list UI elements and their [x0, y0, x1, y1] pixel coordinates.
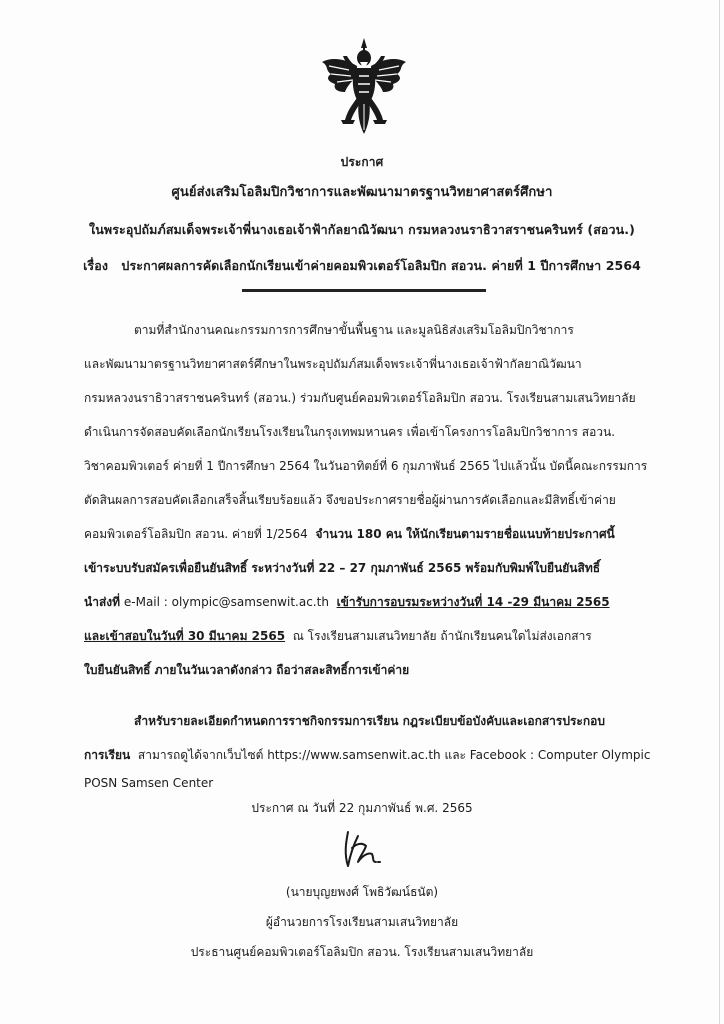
- p1-line-10-normal: ณ โรงเรียนสามเสนวิทยาลัย ถ้านักเรียนคนใดไม่ส่งเอกสาร: [292, 629, 592, 643]
- p1-line-11: ใบยืนยันสิทธิ์ ภายในวันเวลาดังกล่าว ถือว่าสละสิทธิ์การเข้าค่าย: [84, 663, 410, 677]
- signer-name: (นายบุญยพงศ์ โพธิวัฒน์ธนัต): [285, 885, 439, 899]
- p2-line-2: [84, 746, 650, 765]
- subject-line: [0, 256, 724, 276]
- p1-line-9: [84, 593, 610, 612]
- p2-line-2-bold: การเรียน: [84, 748, 131, 762]
- p1-line-9-bold: นำส่งที่: [84, 595, 121, 609]
- handwritten-signature: [336, 826, 386, 874]
- p1-line-1: ตามที่สำนักงานคณะกรรมการการศึกษาขั้นพื้นฐาน และมูลนิธิส่งเสริมโอลิมปิกวิชาการ: [134, 323, 574, 337]
- garuda-emblem-icon: [319, 36, 409, 136]
- p2-line-1: สำหรับรายละเอียดกำหนดการราชกิจกรรมการเรียน กฎระเบียบข้อบังคับและเอกสารประกอบ: [134, 714, 605, 728]
- signer-title-2: ประธานศูนย์คอมพิวเตอร์โอลิมปิก สอวน. โรงเรียนสามเสนวิทยาลัย: [190, 945, 534, 959]
- p1-line-6: ตัดสินผลการสอบคัดเลือกเสร็จสิ้นเรียบร้อยแล้ว จึงขอประกาศรายชื่อผู้ผ่านการคัดเลือกและมีสิทธิ์เข้าค่าย: [84, 493, 616, 507]
- signer-title-1: ผู้อำนวยการโรงเรียนสามเสนวิทยาลัย: [265, 915, 459, 929]
- p2-line-3: POSN Samsen Center: [84, 776, 214, 790]
- p1-line-7-normal: คอมพิวเตอร์โอลิมปิก สอวน. ค่ายที่ 1/2564: [84, 527, 308, 541]
- subject-label: เรื่อง: [83, 258, 109, 273]
- announcement-title: ประกาศ: [340, 155, 384, 169]
- p1-line-8: เข้าระบบรับสมัครเพื่อยืนยันสิทธิ์ ระหว่างวันที่ 22 – 27 กุมภาพันธ์ 2565 พร้อมกับพิมพ์ใบยืนยันสิทธิ์: [84, 561, 601, 575]
- subject-text: ประกาศผลการคัดเลือกนักเรียนเข้าค่ายคอมพิวเตอร์โอลิมปิก สอวน. ค่ายที่ 1 ปีการศึกษา 2564: [121, 258, 641, 273]
- announcement-date: ประกาศ ณ วันที่ 22 กุมภาพันธ์ พ.ศ. 2565: [251, 801, 473, 815]
- org-line-2: ในพระอุปถัมภ์สมเด็จพระเจ้าพี่นางเธอเจ้าฟ้ากัลยาณิวัฒนา กรมหลวงนราธิวาสราชนครินทร์ (สอวน.): [89, 222, 635, 237]
- p1-line-4: ดำเนินการจัดสอบคัดเลือกนักเรียนโรงเรียนในกรุงเทพมหานคร เพื่อเข้าโครงการโอลิมปิกวิชาการ สอวน.: [84, 425, 616, 439]
- p1-line-5: วิชาคอมพิวเตอร์ ค่ายที่ 1 ปีการศึกษา 2564 ในวันอาทิตย์ที่ 6 กุมภาพันธ์ 2565 ไปแล้วนั้น บัดนี้คณะกรรมการ: [84, 459, 648, 473]
- p1-line-7: [84, 525, 615, 544]
- p1-line-3: กรมหลวงนราธิวาสราชนครินทร์ (สอวน.) ร่วมกับศูนย์คอมพิวเตอร์โอลิมปิก สอวน. โรงเรียนสามเสนวิทยาลัย: [84, 391, 636, 405]
- p1-line-10: [84, 627, 592, 646]
- org-line-1: ศูนย์ส่งเสริมโอลิมปิกวิชาการและพัฒนามาตรฐานวิทยาศาสตร์ศึกษา: [171, 185, 553, 200]
- p1-line-10-underlined: และเข้าสอบในวันที่ 30 มีนาคม 2565: [84, 629, 286, 643]
- p1-line-7-bold: จำนวน 180 คน ให้นักเรียนตามรายชื่อแนบท้ายประกาศนี้: [315, 527, 615, 541]
- p1-line-9-underlined: เข้ารับการอบรมระหว่างวันที่ 14 -29 มีนาคม 2565: [336, 595, 610, 609]
- p2-line-2-rest: สามารถดูได้จากเว็บไซต์ https://www.samsenwit.ac.th และ Facebook : Computer Olympic: [137, 748, 651, 762]
- p1-line-2: และพัฒนามาตรฐานวิทยาศาสตร์ศึกษาในพระอุปถัมภ์สมเด็จพระเจ้าพี่นางเธอเจ้าฟ้ากัลยาณิวัฒนา: [84, 357, 582, 371]
- p1-line-9-email: e-Mail : olympic@samsenwit.ac.th: [123, 595, 329, 609]
- heading-divider: [242, 289, 486, 292]
